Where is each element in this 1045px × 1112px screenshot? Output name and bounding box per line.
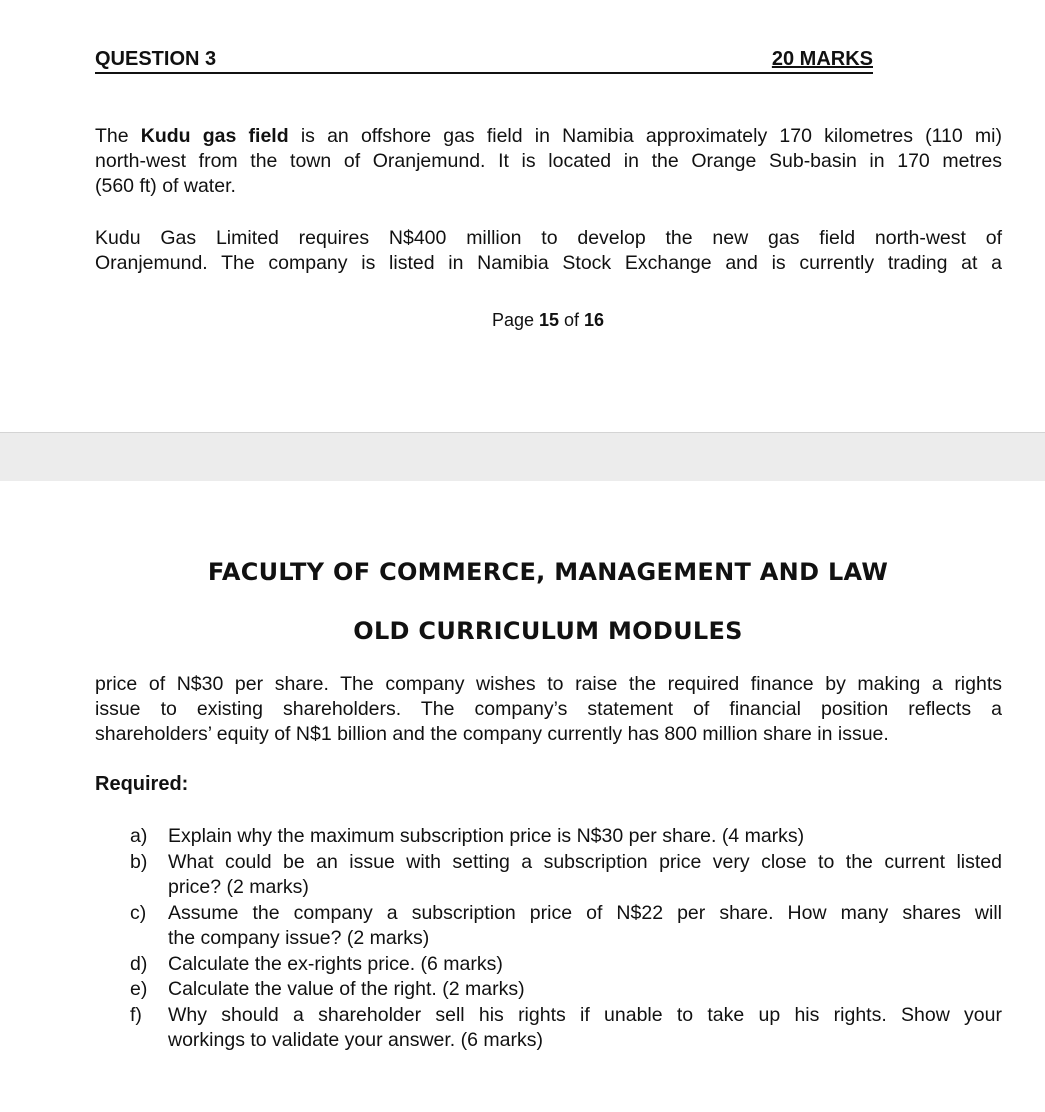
company-line-2: Oranjemund. The company is listed in Namibia Stock Exchange and is currently trading at a [95, 252, 1002, 274]
curriculum-heading: OLD CURRICULUM MODULES [353, 617, 743, 645]
required-list [130, 824, 1002, 1054]
item-text [168, 952, 1002, 978]
page-number-prefix: Page [491, 310, 539, 330]
item-marker: a) [130, 825, 148, 847]
item-line: Why should a shareholder sell his rights if unable to take up his rights. Show your [168, 1003, 1002, 1026]
item-line: What could be an issue with setting a subscription price very close to the current listed [168, 850, 1002, 873]
company-line-1: Kudu Gas Limited requires N$400 million to develop the new gas field north-west of [95, 227, 1002, 249]
item-line: Assume the company a subscription price of N$22 per share. How many shares will [168, 901, 1002, 924]
continued-line-3: shareholders’ equity of N$1 billion and the company currently has 800 million share in issue. [95, 723, 889, 745]
page-number-current: 15 [538, 310, 560, 330]
item-line: price? (2 marks) [168, 876, 309, 898]
question-header [95, 46, 873, 74]
kudu-gas-field-term: Kudu gas field [140, 125, 289, 147]
item-text [168, 1003, 1002, 1054]
item-marker: d) [130, 952, 148, 975]
item-line: workings to validate your answer. (6 marks) [168, 1029, 543, 1051]
page-number-of: of [559, 310, 585, 330]
page-number [0, 310, 1045, 331]
required-label: Required: [95, 773, 189, 795]
item-text [168, 824, 1002, 850]
company-paragraph [95, 226, 1002, 276]
faculty-heading: FACULTY OF COMMERCE, MANAGEMENT AND LAW [207, 558, 889, 586]
question-marks: 20 MARKS [771, 48, 873, 70]
required-item-d [130, 952, 1002, 978]
item-text [168, 977, 1002, 1003]
item-marker: c) [130, 901, 147, 924]
required-item-e [130, 977, 1002, 1003]
item-line: the company issue? (2 marks) [168, 927, 430, 949]
document-page-15 [0, 0, 1045, 432]
question-title: QUESTION 3 [95, 48, 217, 70]
intro-line-1-start: The [95, 125, 141, 147]
continued-line-1: price of N$30 per share. The company wishes to raise the required finance by making a rights [95, 673, 1002, 695]
intro-paragraph [95, 124, 1002, 199]
item-marker: e) [130, 978, 148, 1000]
intro-line-1 [95, 124, 1002, 149]
required-item-c [130, 901, 1002, 952]
item-line: Explain why the maximum subscription price is N$30 per share. (4 marks) [168, 825, 805, 847]
item-line: Calculate the ex-rights price. (6 marks) [168, 952, 503, 975]
required-item-a [130, 824, 1002, 850]
continued-paragraph [95, 672, 1002, 747]
item-text [168, 901, 1002, 952]
page-separator [0, 432, 1045, 482]
required-item-b [130, 850, 1002, 901]
continued-line-2: issue to existing shareholders. The company’s statement of financial position reflects a [95, 698, 1002, 720]
item-text [168, 850, 1002, 901]
required-item-f [130, 1003, 1002, 1054]
item-marker: b) [130, 850, 148, 873]
intro-line-3: (560 ft) of water. [95, 175, 236, 197]
page-number-total: 16 [584, 310, 605, 330]
intro-line-2: north-west from the town of Oranjemund. It is located in the Orange Sub-basin in 170 metres [95, 150, 1002, 172]
item-line: Calculate the value of the right. (2 marks) [168, 978, 525, 1000]
item-marker: f) [130, 1003, 142, 1026]
intro-line-1-end: is an offshore gas field in Namibia approximately 170 kilometres (110 mi) [288, 125, 1002, 147]
